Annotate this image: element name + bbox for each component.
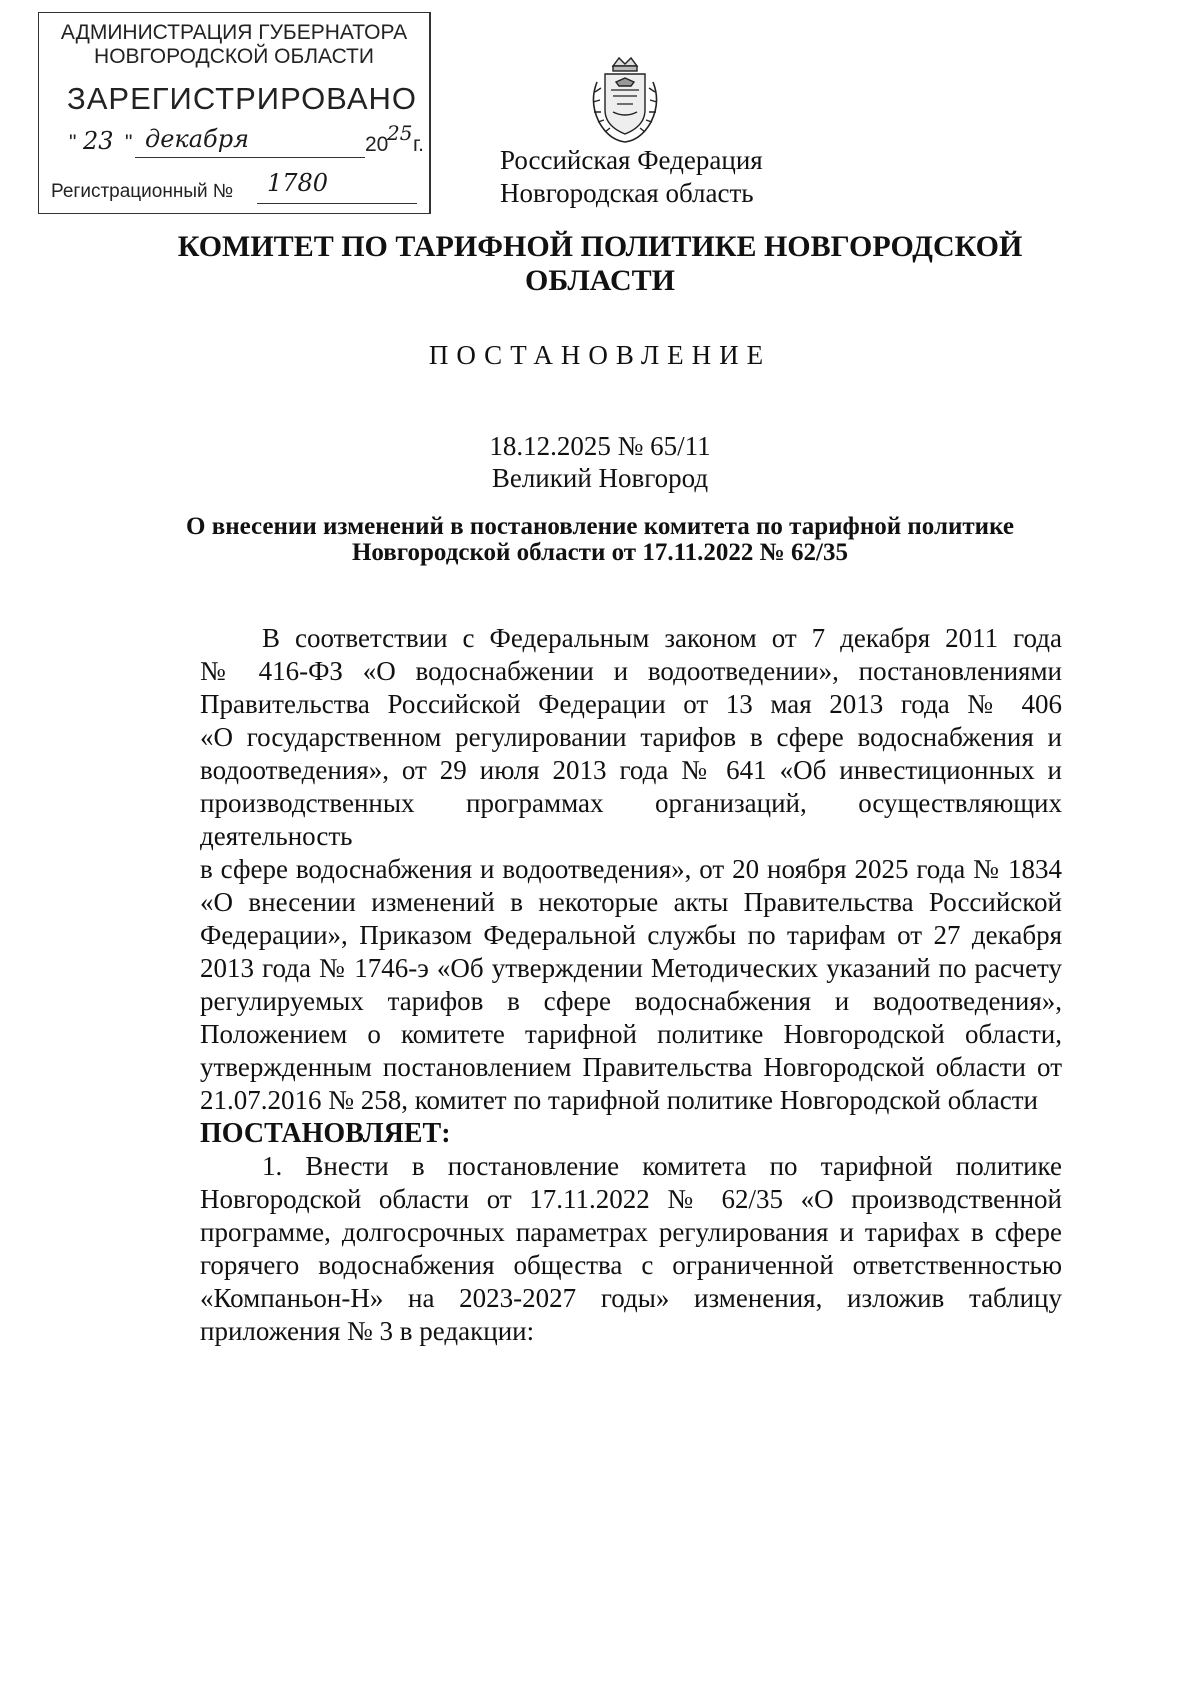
stamp-header-line2: НОВГОРОДСКОЙ ОБЛАСТИ (94, 45, 374, 68)
body-line: производственных программах организаций, осуществляющих деятельность (200, 788, 1062, 851)
body-line: 1. Внести в постановление комитета по тарифной политике (262, 1151, 1062, 1181)
body-line: 21.07.2016 № 258, комитет по тарифной политике Новгородской области (200, 1085, 1039, 1115)
stamp-quote-close: " (125, 131, 133, 154)
region-name: Новгородская область (500, 178, 754, 208)
country-name: Российская Федерация (500, 145, 763, 175)
stamp-year-prefix: 20 (365, 133, 389, 156)
stamp-registered-label: ЗАРЕГИСТРИРОВАНО (67, 81, 418, 116)
committee-title (0, 230, 1200, 298)
stamp-header (39, 21, 429, 69)
body-line: утвержденным постановлением Правительства Новгородской области от (200, 1052, 1062, 1082)
body-line: водоотведения», от 29 июля 2013 года № 641 «Об инвестиционных и (200, 755, 1062, 785)
decree-date-block (0, 430, 1200, 494)
body-line: Новгородской области от 17.11.2022 № 62/35 «О производственной (200, 1184, 1062, 1214)
decree-date-number: 18.12.2025 № 65/11 (489, 431, 711, 461)
body-line: в сфере водоснабжения и водоотведения», от 20 ноября 2025 года № 1834 (200, 854, 1062, 884)
committee-title-line1: КОМИТЕТ ПО ТАРИФНОЙ ПОЛИТИКЕ НОВГОРОДСКОЙ (177, 230, 1023, 263)
body-line: «О государственном регулировании тарифов в сфере водоснабжения и (200, 722, 1062, 752)
stamp-reg-label: Регистрационный № (51, 181, 234, 202)
decree-city: Великий Новгород (491, 463, 709, 493)
stamp-reg-number-handwritten: 1780 (267, 169, 329, 197)
stamp-reg-underline (257, 203, 417, 204)
body-line: приложения № 3 в редакции: (200, 1316, 535, 1346)
body-line: «О внесении изменений в некоторые акты Правительства Российской (200, 887, 1062, 917)
committee-title-line2: ОБЛАСТИ (525, 264, 675, 297)
body-line: Правительства Российской Федерации от 13 мая 2013 года № 406 (200, 689, 1062, 719)
body-line: 2013 года № 1746-э «Об утверждении Методических указаний по расчету (200, 953, 1062, 983)
stamp-date-line (69, 121, 424, 163)
body-line: горячего водоснабжения общества с ограниченной ответственностью (200, 1250, 1062, 1280)
stamp-year-suffix: г. (413, 133, 424, 156)
stamp-date-underline (135, 157, 365, 158)
decree-subject (0, 514, 1200, 566)
body-line: В соответствии с Федеральным законом от 7 декабря 2011 года (262, 623, 1062, 653)
stamp-header-line1: АДМИНИСТРАЦИЯ ГУБЕРНАТОРА (60, 21, 408, 44)
stamp-month-handwritten: декабря (145, 125, 249, 153)
decree-title: ПОСТАНОВЛЕНИЕ (428, 340, 772, 370)
body-line: Положением о комитете тарифной политике Новгородской области, (200, 1019, 1062, 1049)
resolve-heading: ПОСТАНОВЛЯЕТ: (200, 1118, 451, 1149)
registration-stamp (38, 12, 431, 214)
document-body (200, 622, 1062, 1348)
stamp-year-handwritten: 25 (387, 121, 413, 145)
body-line: Федерации», Приказом Федеральной службы по тарифам от 27 декабря (200, 920, 1062, 950)
body-line: программе, долгосрочных параметрах регулирования и тарифах в сфере (200, 1217, 1062, 1247)
body-line: № 416-ФЗ «О водоснабжении и водоотведении», постановлениями (200, 656, 1062, 686)
decree-subject-line2: Новгородской области от 17.11.2022 № 62/35 (351, 539, 849, 566)
stamp-quote-open: " (69, 131, 77, 154)
decree-subject-line1: О внесении изменений в постановление комитета по тарифной политике (186, 513, 1014, 540)
coat-of-arms-icon (583, 52, 667, 148)
body-line: регулируемых тарифов в сфере водоснабжения и водоотведения», (200, 986, 1062, 1016)
stamp-registration-number-line (51, 169, 421, 203)
country-region-heading (500, 144, 763, 210)
stamp-day-handwritten: 23 (83, 127, 114, 155)
body-line: «Компаньон-Н» на 2023-2027 годы» изменения, изложив таблицу (200, 1283, 1062, 1313)
